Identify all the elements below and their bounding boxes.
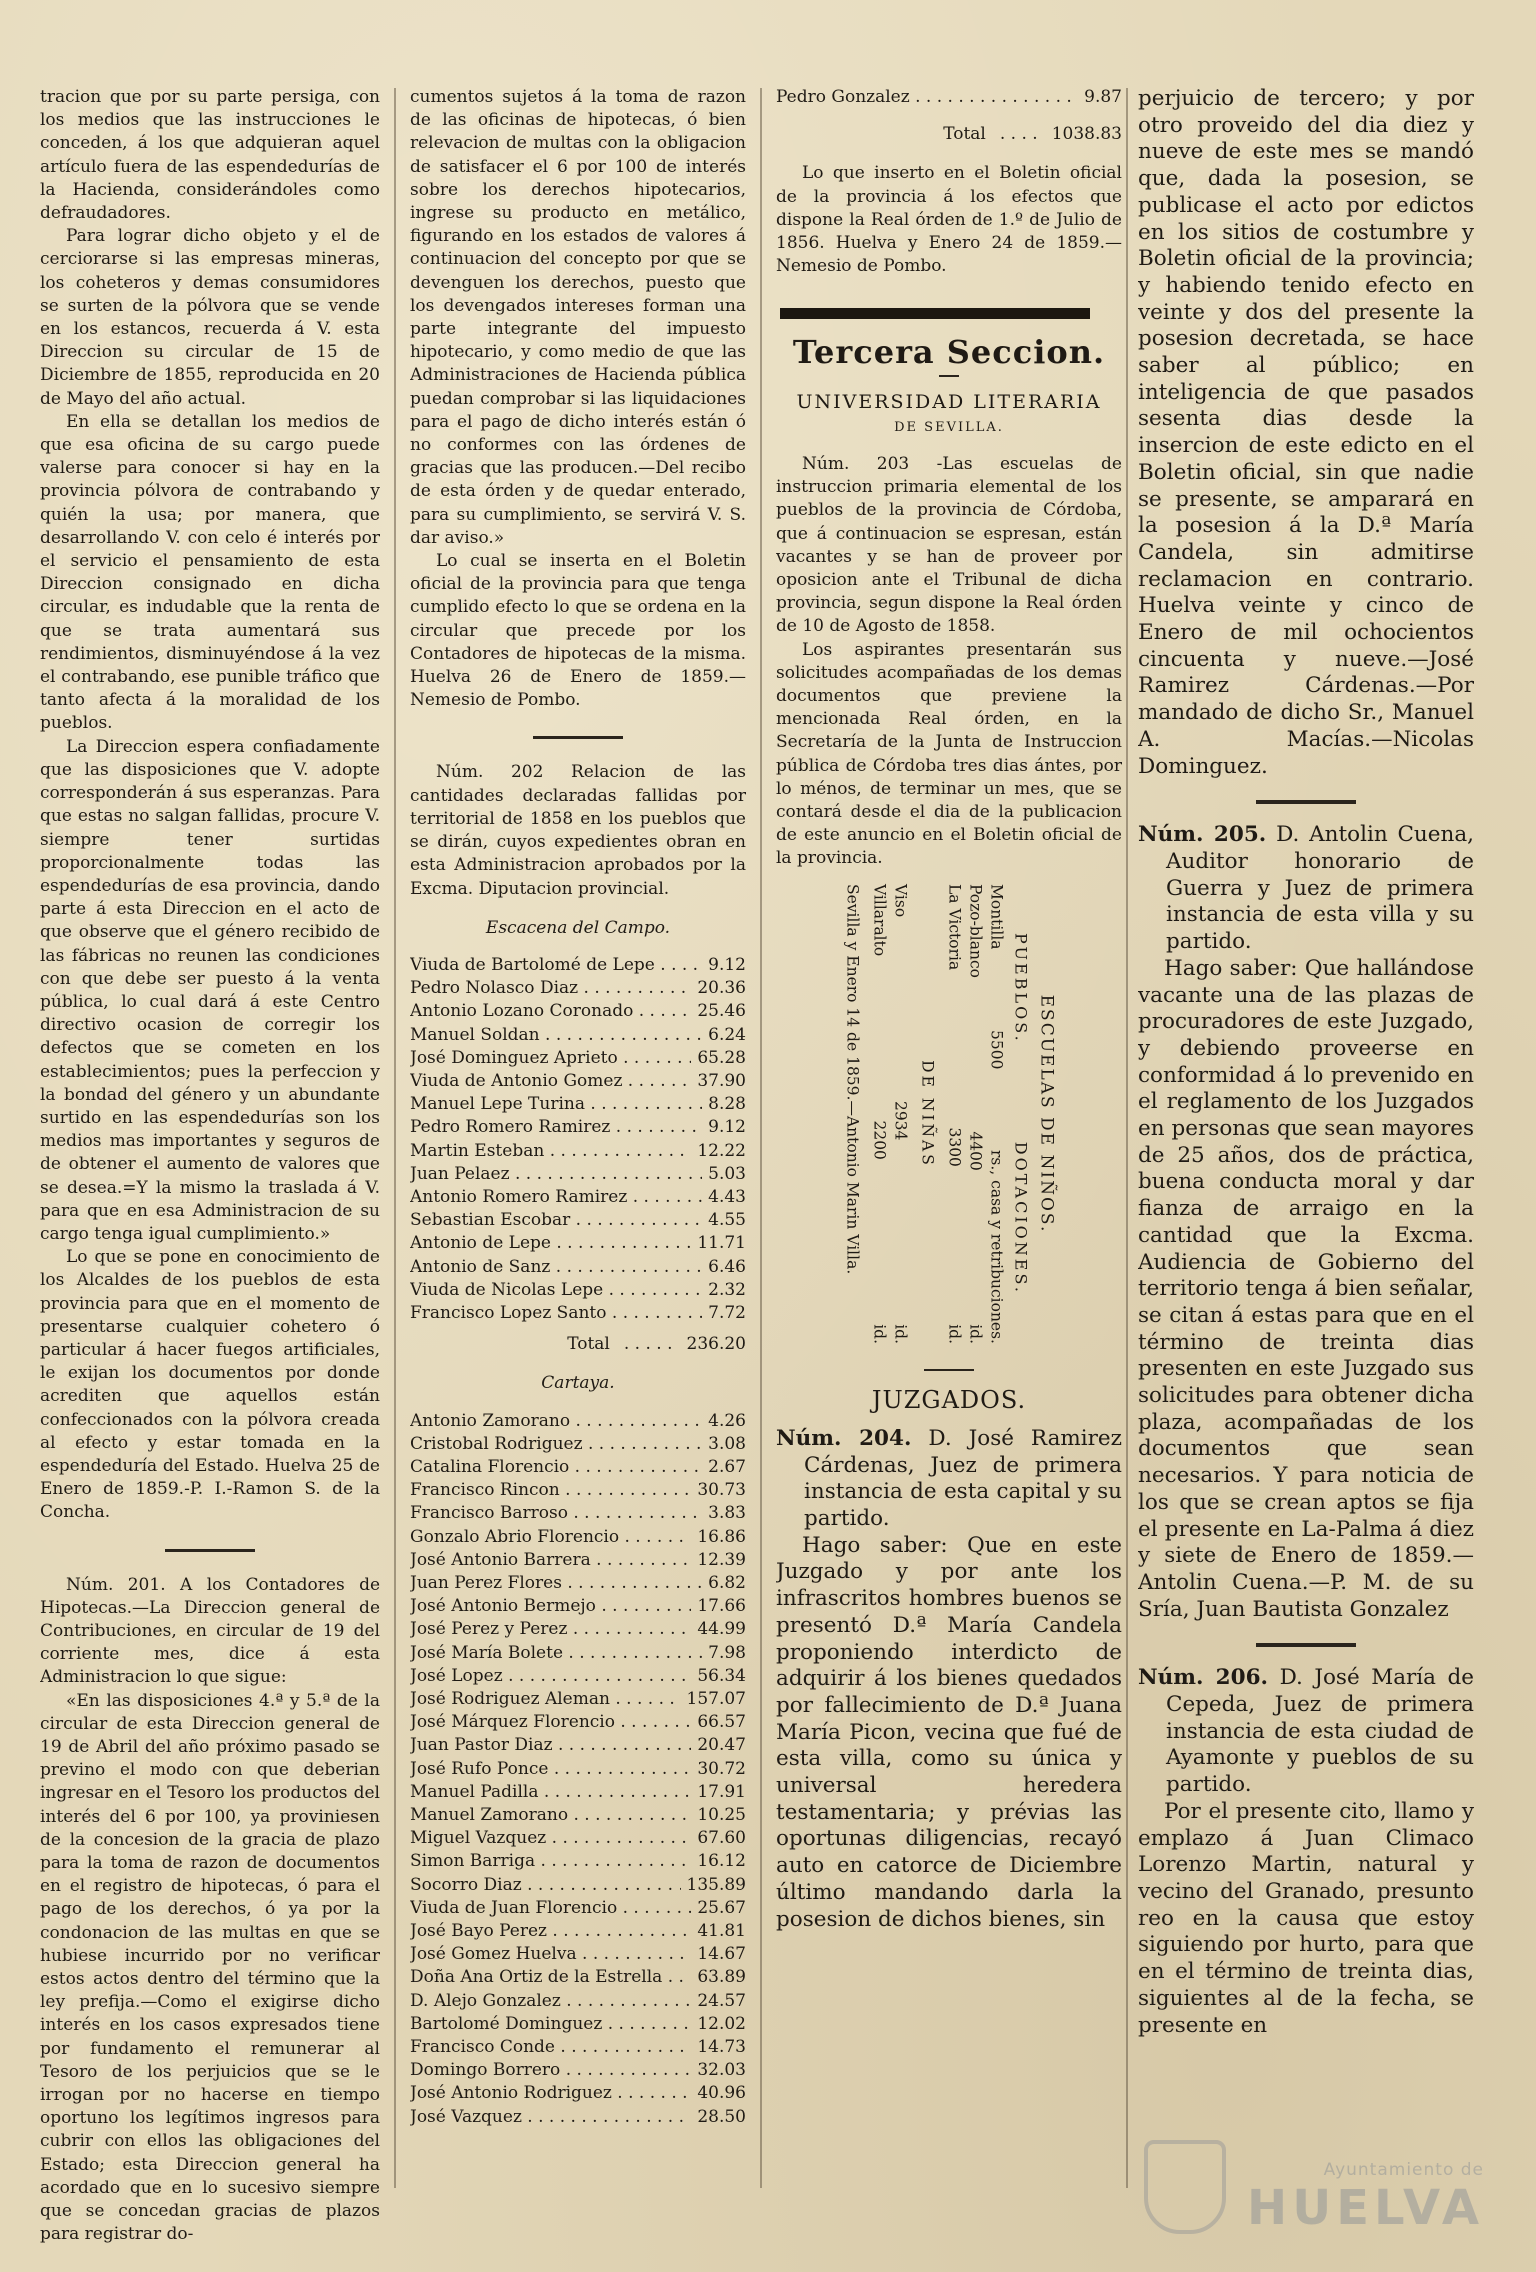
list-item-name: José Gomez Huelva . . . — [410, 1943, 691, 1966]
list-item-value: 14.73 — [697, 2037, 746, 2058]
list-item-value: 7.98 — [708, 1642, 746, 1663]
list-item-name: Catalina Florencio . . . — [410, 1456, 702, 1479]
list-item-name: José Perez y Perez . . . — [410, 1618, 691, 1641]
list-item-value: 3.83 — [708, 1503, 746, 1524]
list-item-value: 9.12 — [708, 954, 746, 975]
school-town: Viso — [891, 883, 910, 917]
list-item-value: 135.89 — [686, 1874, 746, 1895]
notice-text: Relacion de las cantidades declaradas fallidas por territorial de 1858 en los pueblos que se dirán, cuyos expedientes obran en esta Administracion aprobados por la Excma. Diputacion provincial. — [410, 762, 746, 899]
schools-table — [776, 879, 1122, 1349]
list-item-name: José Dominguez Aprieto . . . — [410, 1047, 691, 1070]
defaulters-list-escacena — [410, 954, 746, 1325]
list-item — [410, 1279, 746, 1302]
school-note: rs., casa y retribuciones. — [987, 1149, 1006, 1344]
list-item — [410, 1966, 746, 1989]
list-item-name: Sebastian Escobar . . . — [410, 1209, 702, 1232]
notice-206 — [1138, 1665, 1474, 1799]
list-item-value: 12.22 — [697, 1140, 746, 1161]
school-amount: 2934 — [891, 1100, 910, 1141]
list-item-value: 16.86 — [697, 1526, 746, 1547]
list-item-name: Antonio de Lepe . . . — [410, 1232, 691, 1255]
list-item — [410, 1943, 746, 1966]
section-title: Tercera Seccion. — [792, 333, 1106, 372]
list-item — [776, 86, 1122, 109]
list-item-name: D. Alejo Gonzalez . . . — [410, 1990, 691, 2013]
paragraph: Para lograr dicho objeto y el de cerciorarse si las empresas mineras, los coheteros y demas consumidores se surten de la pólvora que se vende en los estancos, recuerda á V. esta Direccion su circular de 15 de Diciembre de 1855, reproducida en 20 de Mayo del año actual. — [40, 226, 380, 409]
list-item — [410, 1804, 746, 1827]
list-item — [410, 1070, 746, 1093]
list-item-name: Francisco Conde . . . — [410, 2036, 691, 2059]
list-item-value: 20.47 — [697, 1735, 746, 1756]
list-item — [410, 2106, 746, 2129]
paragraph: Los aspirantes presentarán sus solicitudes acompañadas de los demas documentos que previene la mencionada Real órden, en la Secretaría de la Junta de Instruccion pública de Córdoba tres dias ántes, por lo ménos, de terminar un mes, que se contará desde el dia de la publicacion de este anuncio en el Boletin oficial de la provincia. — [776, 639, 1122, 869]
thick-separator — [780, 308, 1090, 319]
notice-text: D. José Ramirez Cárdenas, Juez de primera instancia de esta capital y su partido. — [804, 1425, 1122, 1531]
watermark — [1247, 2160, 1484, 2236]
watermark-main: HUELVA — [1247, 2180, 1484, 2236]
separator — [1256, 1643, 1356, 1647]
list-item-value: 66.57 — [697, 1712, 746, 1733]
institution-subheading: DE SEVILLA. — [894, 419, 1004, 435]
school-town: La Victoria — [945, 883, 964, 970]
column-4 — [1138, 86, 1474, 2039]
list-item-value: 6.24 — [708, 1024, 746, 1045]
list-item-name: Francisco Lopez Santo . . . — [410, 1302, 702, 1325]
list-item — [410, 1433, 746, 1456]
list-item — [410, 1410, 746, 1433]
notice-text: -Las escuelas de instruccion primaria elemental de los pueblos de la provincia de Córdoba, que á continuacion se espresan, están vacantes y se han de proveer por oposicion ante el Tribunal de dicha provincia, segun dispone la Real órden de 10 de Agosto de 1858. — [776, 454, 1122, 637]
list-item — [410, 1781, 746, 1804]
list-item-value: 20.36 — [697, 978, 746, 999]
header-salaries: DOTACIONES. — [1011, 1141, 1031, 1295]
list-item-value: 37.90 — [697, 1070, 746, 1091]
list-item-name: Martin Esteban . . . — [410, 1140, 691, 1163]
list-item-name: Juan Perez Flores . . . — [410, 1572, 702, 1595]
list-item-name: José Rufo Ponce . . . — [410, 1758, 691, 1781]
list-item — [410, 1163, 746, 1186]
list-item-value: 16.12 — [697, 1851, 746, 1872]
girls-heading: DE NIÑAS — [918, 1059, 937, 1168]
list-item — [410, 2013, 746, 2036]
list-item-name: Viuda de Bartolomé de Lepe . . . — [410, 954, 702, 977]
list-item-name: Domingo Borrero . . . — [410, 2059, 691, 2082]
girls-schools — [869, 884, 911, 1344]
list-item-name: Miguel Vazquez . . . — [410, 1827, 691, 1850]
total-label: Total — [567, 1334, 610, 1355]
notice-number: Núm. 204. — [776, 1425, 912, 1451]
notice-205 — [1138, 822, 1474, 956]
table-title: ESCUELAS DE NIÑOS. — [1036, 994, 1057, 1234]
school-town: Villaralto — [870, 883, 889, 956]
list-item-name: Francisco Barroso . . . — [410, 1502, 702, 1525]
list-item — [410, 1047, 746, 1070]
paragraph: Lo cual se inserta en el Boletin oficial de la provincia para que tenga cumplido efecto lo que se ordena en la circular que precede por los Contadores de hipotecas de la misma. Huelva 26 de Enero de 1859.—Nemesio de Pombo. — [410, 551, 746, 711]
list-item-name: Antonio Lozano Coronado . . . — [410, 1000, 691, 1023]
list-item — [410, 1874, 746, 1897]
list-item-value: 17.66 — [697, 1596, 746, 1617]
school-town: Montilla — [987, 883, 1006, 950]
list-item-value: 4.55 — [708, 1210, 746, 1231]
list-item — [410, 1665, 746, 1688]
list-item-value: 4.43 — [708, 1186, 746, 1207]
list-item-name: Simon Barriga . . . — [410, 1850, 691, 1873]
paragraph: cumentos sujetos á la toma de razon de las oficinas de hipotecas, ó bien relevacion de multas con la obligacion de satisfacer el 6 por 100 de interés sobre los derechos hipotecarios, ingrese su producto en metálico, figurando en los estados de valores á continuacion del concepto por que se devenguen los derechos, puesto que los devengados intereses forman una parte integrante del impuesto hipotecario, y como medio de que las Administraciones de Hacienda pública puedan comprobar si las liquidaciones para el pago de dicho interés están ó no conformes con las órdenes de gracias que las producen.—Del recibo de esta órden y de quedar enterado, para su cumplimiento, se servirá V. S. dar aviso.» — [410, 87, 746, 548]
paragraph: Hago saber: Que hallándose vacante una de las plazas de procuradores de este Juzgado, y debiendo proveerse en conformidad á lo prevenido en el reglamento de los Juzgados en personas que sean mayores de 25 años, dos de práctica, buena conducta moral y dar fianza de arraigo en la cantidad que la Excma. Audiencia de Gobierno del territorio tenga á bien señalar, se citan á estas para que en el término de treinta dias presenten en este Juzgado sus solicitudes para obtener dicha plaza, acompañadas de los documentos que sean necesarios. Y para noticia de los que se crean aptos se fija el presente en La-Palma á diez y siete de Enero de 1859.—Antolin Cuena.—P. M. de su Sría, Juan Bautista Gonzalez — [1138, 955, 1474, 1622]
school-amount: 3300 — [945, 1127, 964, 1167]
list-item-name: José Antonio Bermejo . . . — [410, 1595, 691, 1618]
list-item — [410, 1526, 746, 1549]
school-amount: 5500 — [987, 1029, 1006, 1070]
list-item-value: 6.82 — [708, 1572, 746, 1593]
total-value: 1038.83 — [1051, 124, 1122, 145]
paragraph: Lo que se pone en conocimiento de los Alcaldes de los pueblos de esta provincia para que en el momento de presentarse cualquier cohetero ó particular á hacer fuegos artificiales, le exijan los documentos por donde acrediten que aquellos están confeccionados con la pólvora creada al efecto y estar tomada en la espendeduría del Estado. Huelva 25 de Enero de 1859.-P. I.-Ramon S. de la Concha. — [40, 1247, 380, 1523]
list-item-value: 2.32 — [708, 1279, 746, 1300]
separator — [939, 375, 959, 377]
list-item — [410, 1140, 746, 1163]
total-dots: . . . . — [999, 124, 1038, 145]
list-item-name: José Antonio Barrera . . . — [410, 1549, 691, 1572]
notice-number: Núm. 201. — [66, 1574, 166, 1595]
list-item — [410, 1256, 746, 1279]
notice-number: Núm. 203 — [802, 454, 910, 475]
watermark-top: Ayuntamiento de — [1323, 2160, 1484, 2180]
list-item — [410, 1827, 746, 1850]
list-item — [410, 1479, 746, 1502]
column-rule — [1126, 88, 1128, 2188]
list-item-value: 67.60 — [697, 1828, 746, 1849]
paragraph: Hago saber: Que en este Juzgado y por ante los infrascritos hombres buenos se presentó D.ª María Candela proponiendo interdicto de adquirir á los bienes quedados por fallecimiento de D.ª Juana María Picon, vecina que fué de esta villa, como su única y universal heredera testamentaria; y prévias las oportunas diligencias, recayó auto en catorce de Diciembre último mandando darla la posesion de dichos bienes, sin — [776, 1532, 1122, 1932]
header-towns: PUEBLOS. — [1011, 932, 1031, 1044]
list-item-value: 65.28 — [697, 1047, 746, 1068]
list-item — [410, 1024, 746, 1047]
school-note: id. — [891, 1323, 910, 1344]
total-row — [776, 123, 1122, 146]
list-item-value: 30.73 — [697, 1480, 746, 1501]
list-item-name: Doña Ana Ortiz de la Estrella . . . — [410, 1966, 691, 1989]
list-item-name: Viuda de Antonio Gomez . . . — [410, 1070, 691, 1093]
list-item-name: Gonzalo Abrio Florencio . . . — [410, 1526, 691, 1549]
list-item-value: 30.72 — [697, 1758, 746, 1779]
list-item — [410, 2036, 746, 2059]
list-item-value: 5.03 — [708, 1163, 746, 1184]
list-item-name: Bartolomé Dominguez . . . — [410, 2013, 691, 2036]
list-item-name: José Bayo Perez . . . — [410, 1920, 691, 1943]
notice-text: D. José María de Cepeda, Juez de primera instancia de esta ciudad de Ayamonte y pueblos de su partido. — [1166, 1665, 1474, 1798]
list-item-name: Pedro Gonzalez . . . — [776, 86, 1078, 109]
list-item-value: 25.67 — [697, 1897, 746, 1918]
list-item — [410, 1186, 746, 1209]
list-item — [410, 1093, 746, 1116]
notice-203 — [776, 453, 1122, 639]
list-item-name: Francisco Rincon . . . — [410, 1479, 691, 1502]
column-3 — [776, 86, 1122, 1933]
list-item-value: 12.02 — [697, 2013, 746, 2034]
notice-201 — [40, 1574, 380, 1690]
notice-202 — [410, 761, 746, 900]
list-item — [410, 954, 746, 977]
list-item-name: Juan Pastor Diaz . . . — [410, 1734, 691, 1757]
list-item — [410, 2059, 746, 2082]
section-heading: JUZGADOS. — [871, 1385, 1027, 1414]
school-row — [869, 884, 890, 1344]
list-item-value: 40.96 — [697, 2083, 746, 2104]
municipal-seal-icon — [1144, 2140, 1226, 2234]
notice-number: Núm. 202 — [436, 762, 544, 783]
school-town: Pozo-blanco — [966, 883, 985, 978]
table-header — [1011, 884, 1032, 1344]
total-dots: . . . . . — [623, 1334, 673, 1355]
list-item — [410, 2082, 746, 2105]
list-item — [410, 1502, 746, 1525]
list-item-name: Manuel Soldan . . . — [410, 1024, 702, 1047]
list-item-value: 41.81 — [697, 1921, 746, 1942]
list-item-name: Pedro Romero Ramirez . . . — [410, 1116, 702, 1139]
list-item-name: Manuel Lepe Turina . . . — [410, 1093, 702, 1116]
list-item — [410, 1990, 746, 2013]
notice-text: A los Contadores de Hipotecas.—La Direccion general de Contribuciones, en circular de 19 del corriente mes, dice á esta Administracion lo que sigue: — [40, 1574, 380, 1688]
list-item — [410, 1642, 746, 1665]
list-item-name: José Antonio Rodriguez . . . — [410, 2082, 691, 2105]
list-item — [410, 1920, 746, 1943]
list-item-name: Socorro Diaz . . . — [410, 1874, 681, 1897]
list-item — [410, 1897, 746, 1920]
list-item-value: 63.89 — [697, 1967, 746, 1988]
paragraph: «En las disposiciones 4.ª y 5.ª de la circular de esta Direccion general de 19 de Abril del año próximo pasado se previno el modo con que deberian ingresar en el Tesoro los productos del interés del 6 por 100, ya proviniesen de la concesion de la gracia de plazo para la toma de razon de documentos en el registro de hipotecas, ó para el pago de los derechos, ó ya por la condonacion de las multas en que se hubiese incurrido por no verificar estos actos dentro del término que la ley prefija.—Como el exigirse dicho interés en los casos expresados tiene por fundamento el remunerar al Tesoro de los perjuicios que se le irrogan por no hacerse en tiempo oportuno los legítimos ingresos para cubrir con ellos las obligaciones del Estado; esta Direccion general ha acordado que en lo sucesivo siempre que se concedan gracias de plazos para registrar do- — [40, 1690, 380, 2245]
school-row — [986, 884, 1007, 1344]
list-item — [410, 1209, 746, 1232]
list-item-value: 11.71 — [697, 1233, 746, 1254]
list-item — [410, 1758, 746, 1781]
paragraph: tracion que por su parte persiga, con los medios que las instrucciones le conceden, á los que adquieran aquel artículo fuera de las espendedurías de la Hacienda, considerándoles como defraudadores. — [40, 87, 380, 224]
list-item-name: Antonio de Sanz . . . — [410, 1256, 702, 1279]
paragraph: perjuicio de tercero; y por otro proveido del dia diez y nueve de este mes se mandó que, dada la posesion, se publicase el acto por edictos en los sitios de costumbre y Boletin oficial de la provincia; y habiendo tenido efecto en veinte y dos del presente la posesion decretada, se hace saber al público; en inteligencia de que pasados sesenta dias desde la insercion de este edicto en el Boletin oficial, sin que nadie se presente, se amparará en la posesion á la D.ª María Candela, sin admitirse reclamacion en contrario. Huelva veinte y cinco de Enero de mil ochocientos cincuenta y nueve.—José Ramirez Cárdenas.—Por mandado de dicho Sr., Manuel A. Macías.—Nicolas Dominguez. — [1138, 86, 1474, 779]
list-item-value: 157.07 — [686, 1689, 746, 1709]
paragraph: Lo que inserto en el Boletin oficial de la provincia á los efectos que dispone la Real órden de 1.º de Julio de 1856. Huelva y Enero 24 de 1859.—Nemesio de Pombo. — [776, 163, 1122, 277]
school-note: id. — [945, 1323, 964, 1344]
list-item-value: 2.67 — [708, 1456, 746, 1477]
list-item — [410, 1618, 746, 1641]
list-item-value: 9.87 — [1084, 87, 1122, 107]
list-item-name: Viuda de Juan Florencio . . . — [410, 1897, 691, 1920]
list-item-value: 8.28 — [708, 1094, 746, 1115]
list-item-value: 10.25 — [697, 1805, 746, 1826]
rotated-table — [842, 884, 1057, 1344]
list-item-name: Pedro Nolasco Diaz . . . — [410, 977, 691, 1000]
paragraph: La Direccion espera confiadamente que las disposiciones que V. adopte corresponderán á sus esperanzas. Para que estas no salgan fallidas, procure V. siempre tener surtidas proporcionalmente todas las espendedurías de esa provincia, dando parte á esta Direccion en el acto de que observe que el género recibido de las fábricas no reunen las condiciones con que debe ser puesto á la venta pública, lo cual dará á este Centro directivo ocasion de corregir los defectos que se cometen en los establecimientos; pues la perfeccion y la bondad del género y un abundante surtido en las espendedurías son los medios mas importantes y seguros de de obtener el aumento de valores que se desea.=Y la mismo la traslada á V. para que en esa Administracion de su cargo tenga igual cumplimiento.» — [40, 736, 380, 1244]
list-item-value: 32.03 — [697, 2060, 746, 2081]
list-item — [410, 1000, 746, 1023]
paragraph: Por el presente cito, llamo y emplazo á Juan Climaco Lorenzo Martin, natural y vecino del Granado, presunto reo en la causa que estoy siguiendo por hurto, para que en el término de treinta dias, siguientes al de la fecha, se presente en — [1138, 1798, 1474, 2038]
list-item-name: Antonio Romero Ramirez . . . — [410, 1186, 702, 1209]
notice-number: Núm. 206. — [1138, 1665, 1269, 1691]
column-rule — [760, 88, 762, 2188]
list-item-name: Manuel Zamorano . . . — [410, 1804, 691, 1827]
list-item-value: 25.46 — [697, 1001, 746, 1022]
column-rule — [394, 88, 396, 2188]
list-item-value: 56.34 — [697, 1665, 746, 1686]
list-item-value: 24.57 — [697, 1990, 746, 2011]
total-row — [410, 1333, 746, 1356]
list-item — [410, 1549, 746, 1572]
list-item-name: José María Bolete . . . — [410, 1642, 702, 1665]
total-label: Total — [943, 124, 986, 145]
boys-schools — [944, 884, 1007, 1344]
list-item-value: 14.67 — [697, 1944, 746, 1965]
school-amount: 2200 — [870, 1120, 889, 1160]
list-item-name: José Rodriguez Aleman . . . — [410, 1688, 681, 1711]
list-item — [410, 1232, 746, 1255]
list-item-value: 12.39 — [697, 1549, 746, 1570]
separator — [924, 1369, 974, 1371]
notice-number: Núm. 205. — [1138, 822, 1267, 848]
school-note: id. — [966, 1323, 985, 1344]
separator — [165, 1549, 255, 1552]
list-item-name: Manuel Padilla . . . — [410, 1781, 691, 1804]
list-item — [410, 1688, 746, 1711]
table-signature: Sevilla y Enero 14 de 1859.—Antonio Marin Villa. — [843, 883, 862, 1274]
notice-text: D. Antolin Cuena, Auditor honorario de Guerra y Juez de primera instancia de esta villa y su partido. — [1166, 822, 1474, 955]
list-item-name: Cristobal Rodriguez . . . — [410, 1433, 702, 1456]
list-item — [410, 1572, 746, 1595]
list-item — [410, 1711, 746, 1734]
list-item-value: 6.46 — [708, 1256, 746, 1277]
list-item — [410, 1302, 746, 1325]
school-row — [965, 884, 986, 1344]
list-item-name: José Márquez Florencio . . . — [410, 1711, 691, 1734]
school-row — [890, 884, 911, 1344]
list-item-name: Juan Pelaez . . . — [410, 1163, 702, 1186]
column-2 — [410, 86, 746, 2129]
list-item-value: 4.26 — [708, 1410, 746, 1431]
list-item-name: José Vazquez . . . — [410, 2106, 691, 2129]
separator — [533, 736, 623, 739]
list-item — [410, 1734, 746, 1757]
list-item — [410, 1595, 746, 1618]
school-amount: 4400 — [966, 1131, 985, 1171]
list-item-value: 28.50 — [697, 2106, 746, 2127]
list-item-name: Antonio Zamorano . . . — [410, 1410, 702, 1433]
separator — [1256, 800, 1356, 804]
town-heading: Cartaya. — [541, 1373, 615, 1394]
list-item — [410, 1456, 746, 1479]
list-item-name: José Lopez . . . — [410, 1665, 691, 1688]
paragraph: En ella se detallan los medios de que esa oficina de su cargo puede valerse para conocer si hay en la provincia pólvora de contrabando y quién la usa; por manera, que desarrollando V. con celo é interés por el servicio el pensamiento de esta Direccion consignado en dicha circular, es indudable que la renta de que se trata aumentará sus rendimientos, disminuyéndose á la vez el contrabando, ese punible tráfico que tanto afecta á la moralidad de los pueblos. — [40, 411, 380, 734]
list-item-value: 17.91 — [697, 1781, 746, 1802]
list-item — [410, 1850, 746, 1873]
notice-204 — [776, 1426, 1122, 1533]
list-item — [410, 977, 746, 1000]
list-item-value: 9.12 — [708, 1117, 746, 1138]
total-value: 236.20 — [686, 1334, 746, 1355]
list-item-value: 7.72 — [708, 1302, 746, 1323]
list-item — [410, 1116, 746, 1139]
list-item-value: 3.08 — [708, 1433, 746, 1454]
column-1 — [40, 86, 380, 2246]
institution-heading: UNIVERSIDAD LITERARIA — [796, 390, 1102, 413]
school-row — [944, 884, 965, 1344]
defaulters-list-cartaya — [410, 1410, 746, 2129]
school-note: id. — [870, 1323, 889, 1344]
list-item-name: Viuda de Nicolas Lepe . . . — [410, 1279, 702, 1302]
town-heading: Escacena del Campo. — [485, 917, 671, 938]
list-item-value: 44.99 — [697, 1619, 746, 1640]
